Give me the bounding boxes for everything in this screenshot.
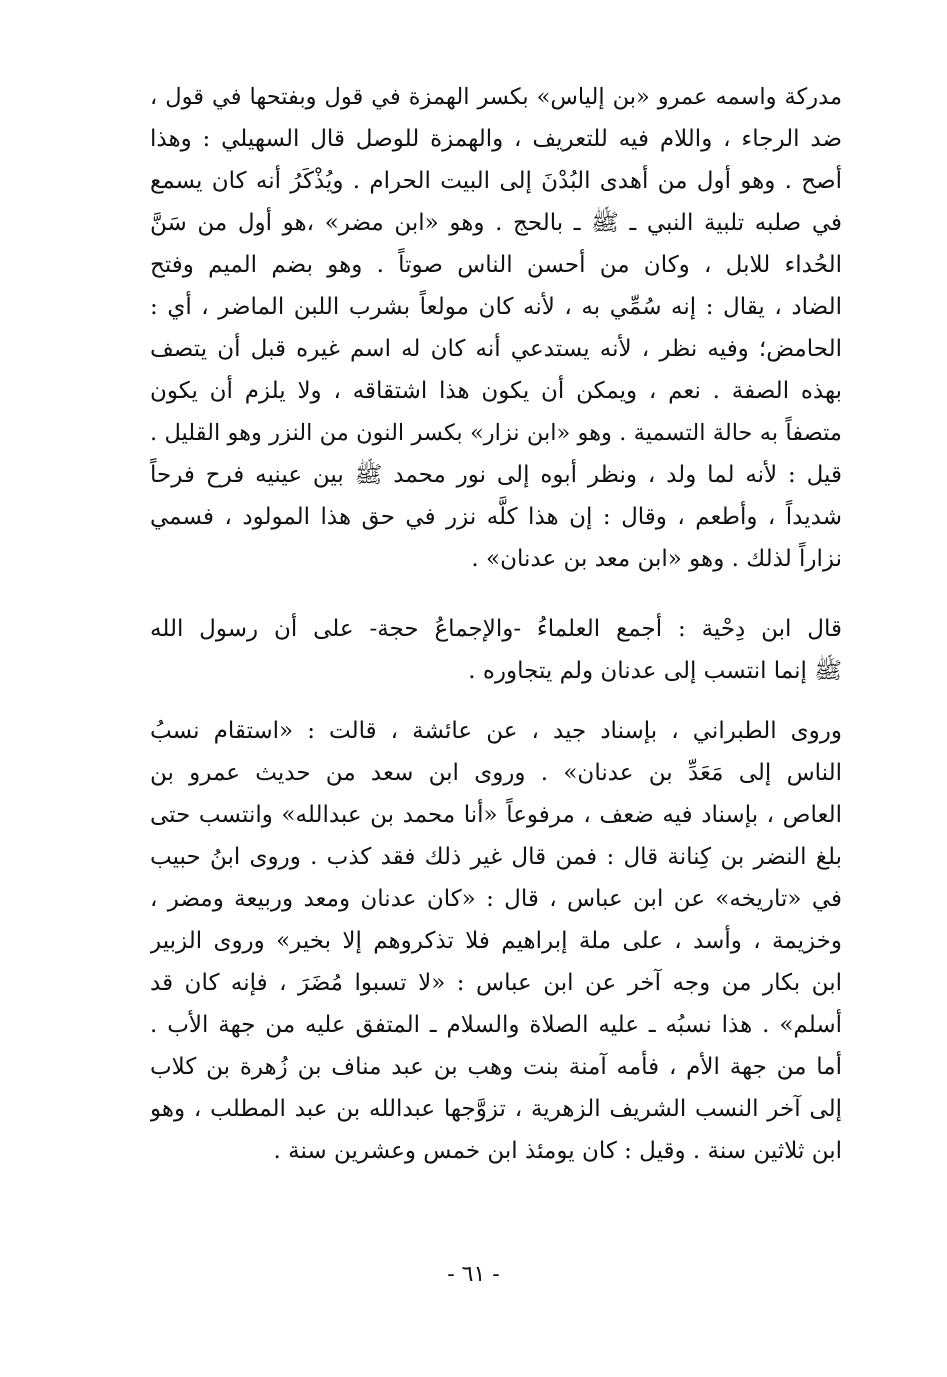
- text-line: الناس إلى مَعَدِّ بن عدنان» . وروى ابن سعد من حديث عمرو بن: [150, 760, 842, 786]
- text-line: شديداً ، وأطعم ، وقال : إن هذا كلَّه نزر في حق هذا المولود ، فسمي: [150, 504, 842, 530]
- text-line: بلغ النضر بن كِنانة قال : فمن قال غير ذلك فقد كذب . وروى ابنُ حبيب: [150, 844, 842, 870]
- text-line: العاص ، بإسناد فيه ضعف ، مرفوعاً «أنا محمد بن عبدالله» وانتسب حتى: [150, 802, 842, 828]
- paragraph-lineage-mudrika: [150, 76, 842, 580]
- text-line: إلى آخر النسب الشريف الزهرية ، تزوَّجها عبدالله بن عبد المطلب ، وهو: [150, 1096, 842, 1122]
- text-line: قال ابن دِحْية : أجمع العلماءُ -والإجماعُ حجة- على أن رسول الله: [150, 616, 842, 642]
- text-line: الضاد ، يقال : إنه سُمِّي به ، لأنه كان مولعاً بشرب اللبن الماضر ، أي :: [150, 294, 842, 320]
- text-line: أسلم» . هذا نسبُه ـ عليه الصلاة والسلام ـ المتفق عليه من جهة الأب .: [150, 1012, 842, 1038]
- text-line: وخزيمة ، وأسد ، على ملة إبراهيم فلا تذكروهم إلا بخير» وروى الزبير: [150, 928, 842, 954]
- text-line: وروى الطبراني ، بإسناد جيد ، عن عائشة ، قالت : «استقام نسبُ: [150, 718, 842, 744]
- text-line: ابن ثلاثين سنة . وقيل : كان يومئذ ابن خمس وعشرين سنة .: [273, 1138, 842, 1164]
- text-line: أصح . وهو أول من أهدى البُدْنَ إلى البيت الحرام . ويُذْكَرُ أنه كان يسمع: [150, 168, 842, 194]
- paragraph-ibn-dihya: [150, 608, 842, 692]
- text-line: الحُداء للابل ، وكان من أحسن الناس صوتاً . وهو بضم الميم وفتح: [150, 252, 842, 278]
- text-line: بهذه الصفة . نعم ، ويمكن أن يكون هذا اشتقاقه ، ولا يلزم أن يكون: [150, 378, 842, 404]
- text-line: الحامض؛ وفيه نظر ، لأنه يستدعي أنه كان له اسم غيره قبل أن يتصف: [150, 336, 842, 362]
- text-line: في صلبه تلبية النبي ـ ﷺ ـ بالحج . وهو «ابن مضر» ،هو أول من سَنَّ: [150, 210, 842, 236]
- text-line: ﷺ إنما انتسب إلى عدنان ولم يتجاوره .: [468, 658, 842, 684]
- text-line: مدركة واسمه عمرو «بن إلياس» بكسر الهمزة في قول وبفتحها في قول ،: [150, 84, 842, 110]
- text-line: نزاراً لذلك . وهو «ابن معد بن عدنان» .: [471, 546, 842, 572]
- text-line: ضد الرجاء ، واللام فيه للتعريف ، والهمزة للوصل قال السهيلي : وهذا: [150, 126, 842, 152]
- paragraph-tabarani: [150, 710, 842, 1172]
- text-line: أما من جهة الأم ، فأمه آمنة بنت وهب بن عبد مناف بن زُهرة بن كلاب: [150, 1054, 842, 1080]
- text-line: في «تاريخه» عن ابن عباس ، قال : «كان عدنان ومعد وربيعة ومضر ،: [150, 886, 842, 912]
- text-line: متصفاً به حالة التسمية . وهو «ابن نزار» بكسر النون من النزر وهو القليل .: [150, 420, 842, 446]
- text-line: ابن بكار من وجه آخر عن ابن عباس : «لا تسبوا مُضَرَ ، فإنه كان قد: [150, 970, 842, 996]
- page-number: - ٦١ -: [447, 1262, 500, 1287]
- text-line: قيل : لأنه لما ولد ، ونظر أبوه إلى نور محمد ﷺ بين عينيه فرح فرحاً: [150, 462, 842, 488]
